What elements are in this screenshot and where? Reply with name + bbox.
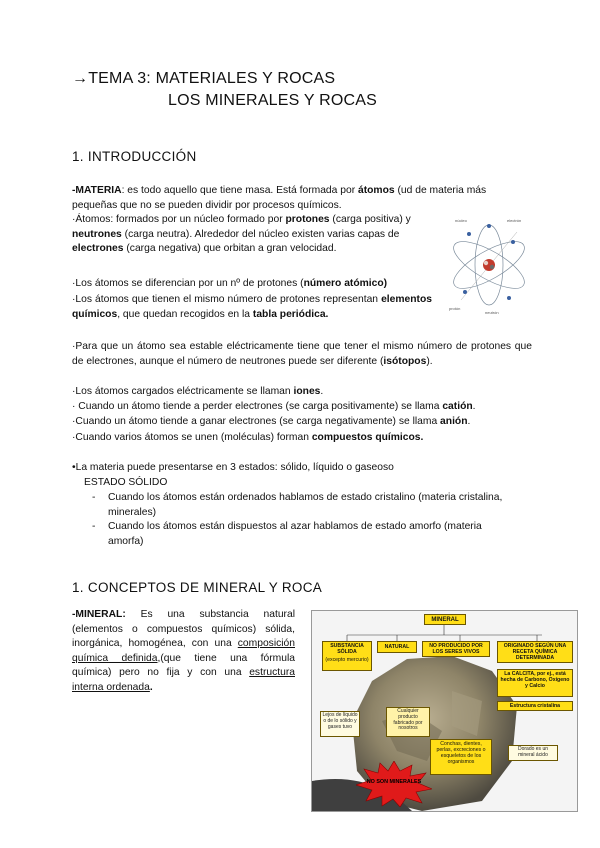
atomos-bold-1: protones <box>285 214 330 225</box>
iones-text-2: . <box>320 386 324 397</box>
nucleus-icon <box>483 259 495 271</box>
atomos-text-3: (carga neutra). Alrededor del núcleo existen varias capas de <box>121 228 400 240</box>
numero-bold: número atómico) <box>303 278 388 289</box>
mineral-text-2: ,(que tiene una fórmula química) pero no fija y con una <box>72 652 295 679</box>
atomos-text-2: (carga positiva) y <box>329 214 411 225</box>
diagram-no-producido-box: NO PRODUCIDO POR LOS SERES VIVOS <box>422 641 490 657</box>
anion-line <box>72 415 532 430</box>
estable-bold: isótopos <box>383 355 427 367</box>
atom-diagram <box>443 210 535 320</box>
iones-text: ·Los átomos cargados eléctricamente se llaman <box>72 386 294 397</box>
diagram-no-son-label: NO SON MINERALES <box>366 779 422 785</box>
numero-text: ·Los átomos se diferencian por un nº de protones ( <box>72 278 304 289</box>
anion-text-2: . <box>467 416 471 427</box>
atomos-text-1: ·Átomos: formados por un núcleo formado por <box>72 214 286 225</box>
elementos-text-1: ·Los átomos que tienen el mismo número de protones representan <box>72 294 382 305</box>
bullet-text-1: Cuando los átomos están ordenados hablamos de estado cristalino (materia cristalina, minerales) <box>108 492 503 518</box>
diagram-originado-box: ORIGINADO SEGÚN UNA RECETA QUÍMICA DETERMINADA <box>497 641 573 663</box>
materia-bold-1: átomos <box>357 185 395 196</box>
iones-bold: iones <box>293 386 321 397</box>
diagram-cualquier-box: Cualquier producto fabricado por nosotros <box>386 707 430 737</box>
atom-label-4: neutrón <box>485 310 499 315</box>
title-line1: →TEMA 3: MATERIALES Y ROCAS <box>72 70 336 87</box>
cation-text-2: . <box>472 401 476 412</box>
mineral-underline-1: composición química definida <box>72 638 295 664</box>
diagram-calcita-box: La CALCITA, por ej., está hecha de Carbono, Oxígeno y Calcio <box>497 669 573 697</box>
diagram-estructura-box: Estructura cristalina <box>497 701 573 711</box>
cation-text: · Cuando un átomo tiende a perder electrones (se carga positivamente) se llama <box>72 401 443 412</box>
cation-line <box>72 400 532 415</box>
mineral-diagram <box>311 610 578 812</box>
diagram-lejos-box: Lejos de líquido o de lo sólido y gases tuvo <box>320 711 360 737</box>
compuestos-text: ·Cuando varios átomos se unen (moléculas) forman <box>72 432 312 443</box>
diagram-sustancia-text: SUBSTANCIA SÓLIDA <box>330 643 364 655</box>
diagram-sustancia-note: (excepto mercurio) <box>325 657 369 663</box>
title-line2: LOS MINERALES Y ROCAS <box>168 92 378 109</box>
atomos-bold-3: electrones <box>72 243 124 255</box>
atomos-paragraph <box>72 213 434 257</box>
elementos-text-2: , que quedan recogidos en la <box>117 308 253 320</box>
numero-paragraph <box>72 277 434 292</box>
compuestos-line <box>72 431 532 446</box>
estable-paragraph <box>72 340 532 369</box>
atomos-text-4: (carga negativa) que orbitan a gran velocidad. <box>123 243 337 255</box>
diagram-sustancia-box <box>322 641 372 671</box>
diagram-natural-box: NATURAL <box>377 641 417 653</box>
section2-heading: 1. CONCEPTOS DE MINERAL Y ROCA <box>72 580 323 595</box>
atom-label-2: electrón <box>507 218 522 223</box>
mineral-text-3: . <box>149 681 153 693</box>
anion-text: ·Cuando un átomo tiende a ganar electrones (se carga negativamente) se llama <box>72 416 441 427</box>
atomos-bold-2: neutrones <box>72 228 122 240</box>
materia-text-2: (ud de materia más pequeñas que no se pueden dividir por procesos químicos. <box>72 185 487 211</box>
elementos-paragraph <box>72 293 432 322</box>
diagram-mineral-box: MINERAL <box>424 614 466 625</box>
elementos-bold-2: tabla periódica. <box>252 308 329 320</box>
mineral-text-1: Es una substancia natural (elementos o compuestos químicos) sólida, inorgánica, homogénea, con una <box>72 609 295 650</box>
atom-label-3: protón <box>449 306 461 311</box>
cation-bold: catión <box>442 401 473 412</box>
materia-paragraph <box>72 184 532 213</box>
diagram-conchas-box: Conchas, dientes, perlas, excreciones o esqueletos de los organismos <box>430 739 492 775</box>
materia-label: -MATERIA <box>72 185 122 196</box>
materia-text-1: : es todo aquello que tiene masa. Está formada por <box>121 185 358 196</box>
iones-line <box>72 385 532 400</box>
mineral-underline-2: estructura interna ordenada <box>72 667 295 693</box>
list-item: - Cuando los átomos están dispuestos al azar hablamos de estado amorfo (materia amorfa) <box>92 521 482 547</box>
estados-line: •La materia puede presentarse en 3 estados: sólido, líquido o gaseoso <box>72 462 394 473</box>
section1-heading: 1. INTRODUCCIÓN <box>72 149 197 164</box>
diagram-dorado-box: Dorado es un mineral ácido <box>508 745 558 761</box>
mineral-paragraph <box>72 608 295 696</box>
bullet-text-2: Cuando los átomos están dispuestos al azar hablamos de estado amorfo (materia amorfa) <box>108 521 482 547</box>
list-item: - Cuando los átomos están ordenados hablamos de estado cristalino (materia cristalina, minerales) <box>92 492 503 518</box>
compuestos-bold: compuestos químicos. <box>311 432 424 443</box>
estable-text-2: ). <box>426 355 433 367</box>
solido-title: ESTADO SÓLIDO <box>84 477 168 488</box>
estable-text-1: ·Para que un átomo sea estable eléctricamente tiene que tener el mismo número de protones que de electrones, aunque el número de neutrones puede ser diferente ( <box>72 341 532 367</box>
elementos-bold-1: elementos químicos <box>72 294 432 320</box>
atom-label-1: núcleo <box>455 218 467 223</box>
mineral-label: -MINERAL: <box>72 609 126 620</box>
anion-bold: anión <box>440 416 468 427</box>
